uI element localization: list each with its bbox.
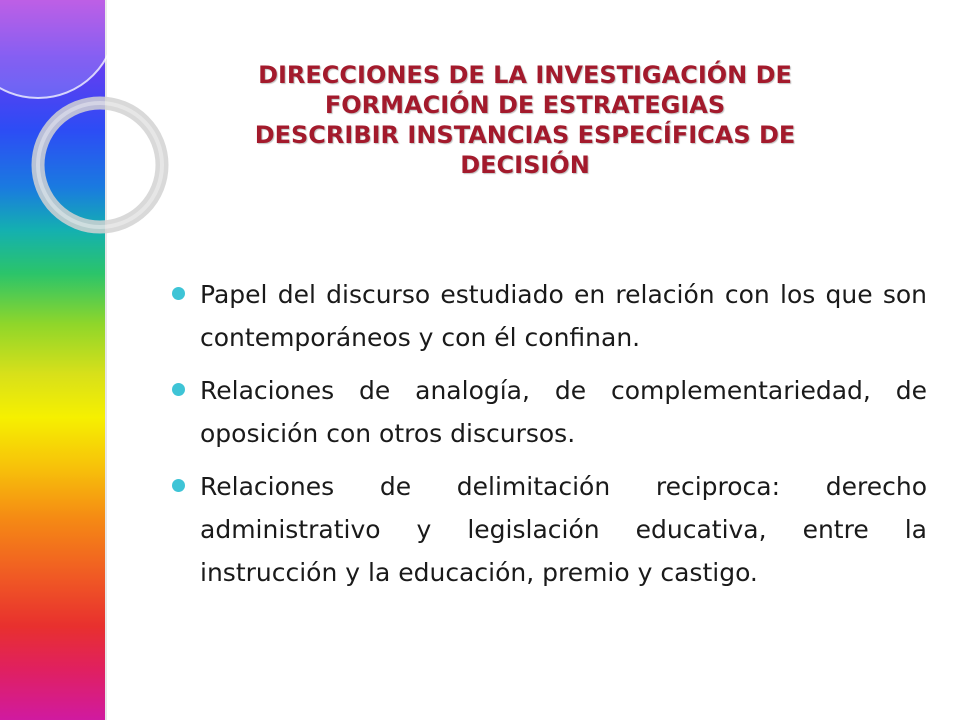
bullet-item-1 [172,273,927,359]
slide-title [130,60,920,180]
bullet-marker-icon [172,479,185,492]
bullet-item-3 [172,465,927,594]
title-line-2: FORMACIÓN DE ESTRATEGIAS [324,91,726,119]
title-line-1: DIRECCIONES DE LA INVESTIGACIÓN DE [258,61,792,89]
bullet-marker-icon [172,383,185,396]
title-line-3: DESCRIBIR INSTANCIAS ESPECÍFICAS DE [254,121,796,149]
bullet-list [172,273,927,604]
bullet-text-2: Relaciones de analogía, de complementariedad, de oposición con otros discursos. [200,376,927,448]
decorative-ring-large [0,0,116,98]
bullet-item-2 [172,369,927,455]
bullet-marker-icon [172,287,185,300]
bullet-text-1: Papel del discurso estudiado en relación con los que son contemporáneos y con él confinan. [200,280,927,352]
bullet-text-3: Relaciones de delimitación reciproca: derecho administrativo y legislación educativa, entre la instrucción y la educación, premio y castigo. [200,472,927,587]
title-line-4: DECISIÓN [460,151,590,179]
